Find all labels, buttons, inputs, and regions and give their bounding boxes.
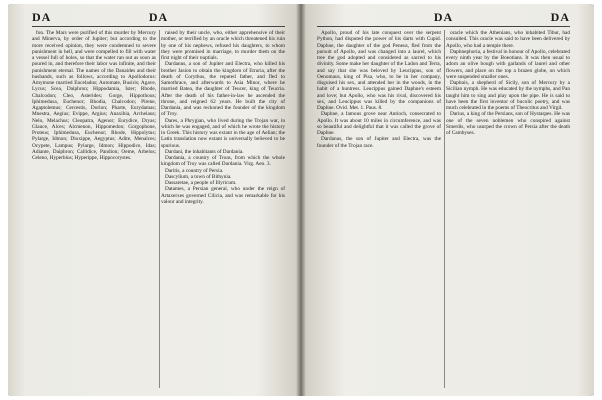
- right-column-2: [446, 30, 570, 388]
- dictionary-entry: Dascylium, a town of Bithynia.: [165, 173, 232, 180]
- dictionary-entry: Dassaretae, a people of Illyricum.: [165, 180, 237, 186]
- dictionary-entry: Dardani, the inhabitants of Dardania.: [165, 148, 244, 155]
- dictionary-entry: oracle which the Athenians, who inhabited Tibur, had consulted. This oracle was said to have been delivered by Apollo, who had a temple there.: [446, 30, 570, 49]
- book-spine-shadow: [296, 4, 306, 396]
- right-column-1: [317, 30, 441, 388]
- right-columns: [317, 30, 570, 388]
- dictionary-entry: Daphne, a famous grove near Antioch, consecrated to Apollo. It was about 10 miles in circumference, and was so beautiful and delightful that it was called the grove of Daphne.: [317, 111, 441, 136]
- left-column-2: [161, 30, 285, 388]
- dictionary-entry: fon. The Mars were purified of this murder by Mercury and Minerva, by order of Jupiter; but according to the more received opinion, they were condemned to severe punishment in hell, and were compelled to fill with water a vessel full of holes, so that the water ran out as soon as poured in, and therefore their labor was infinite, and their punishment eternal. The names of the Danaides and their husbands, such as follows, according to Apollodorus: Amymone married Enceladus; Automate, Busiris; Agave, Lycus; Scea, Daiphron; Hippodamia, Ister; Rhode, Chalcodon; Cleo, Asterides; Gorge, Hippothous; Iphimedusa, Euchenor; Rhodia, Chalcodon; Pirene, Agaptolemus; Cercestis, Dorion; Pharte, Eurydamas; Mnestra, Aegius; Evippe, Argius; Anaxibia, Archelaus; Nelo, Melachus; Cleopatra, Agenor; Eurydice, Dryas; Glauce, Alces; Alcmenon, Hippomedon; Gorgophone, Proteus; Iphimedusa, Euchenor; Rhode, Hippolytus; Pylarge, Idmon; Dioxippe, Aegyptus; Adite, Menalces; Ocypete, Lampus; Pylarge, Idmon; Hippodice, Idas; Adiante, Daiphron; Callidice, Pandion; Oeme, Arbelus; Celeno, Hyperbius; Hyperippe, Hippocorystes.: [32, 30, 156, 161]
- left-column-1: [32, 30, 156, 388]
- dictionary-entry: Darius, a king of the Persians, son of Hystaspes. He was one of the seven noblemen who conspired against Smerdis, who usurped the crown of Persia after the death of Cambyses.: [446, 111, 570, 136]
- dictionary-entry: Dares, a Phrygian, who lived during the Trojan war, in which he was engaged, and of which he wrote the history in Greek. This history was extant in the age of Aelian; the Latin translation now extant is universally believed to be spurious.: [161, 117, 285, 149]
- dictionary-entry: Daphnis, a shepherd of Sicily, son of Mercury by a Sicilian nymph. He was educated by the nymphs, and Pan taught him to sing and play upon the pipe. He is said to have been the first inventor of bucolic poetry, and was much celebrated in the poems of Theocritus and Virgil.: [446, 80, 570, 111]
- dictionary-entry: raised by their uncle, who, either apprehensive of their mother, or terrified by an oracle which threatened his ruin by one of his nephews, refused his daughters, to whom they were promised in marriage, to murder them on the first night of their nuptials.: [161, 30, 285, 61]
- right-header-center: DA: [433, 10, 454, 24]
- dictionary-entry: Dardanus, the son of Jupiter and Electra, was the founder of the Trojan race.: [317, 136, 441, 149]
- right-header-right: DA: [550, 10, 570, 24]
- dictionary-entry: Apollo, proud of his late conquest over the serpent Python, had disputed the power of his darts with Cupid. Daphne, the daughter of the god Peneus, fled from the pursuit of Apollo, and was changed into a laurel, which tree the god adopted and considered as sacred to his divinity. Some make her daughter of the Ladon and Terra, and say that she was beloved by Leucippus, son of Oenomaus, king of Pisa, who, to be in her company, disguised his sex, and attended her in the woods, in the habit of a huntress. Leucippus gained Daphne's esteem and love; but Apollo, who was his rival, discovered his sex, and Leucippus was killed by the companions of Daphne. Ovid. Met. 1. Paus. 8.: [317, 30, 441, 111]
- left-page: [8, 4, 301, 396]
- left-header-rule: [32, 26, 285, 27]
- right-running-header: [317, 10, 570, 24]
- left-header-left: DA: [32, 10, 52, 24]
- column-divider: [159, 30, 160, 388]
- dictionary-entry: Datames, a Persian general, who under the reign of Artaxerxes governed Cilicia, and was remarkable for his valour and integrity.: [161, 186, 285, 205]
- column-divider: [444, 30, 445, 388]
- right-header-rule: [317, 26, 570, 27]
- left-header-center: DA: [148, 10, 169, 24]
- open-book: [8, 4, 594, 396]
- right-page: [301, 4, 594, 396]
- dictionary-entry: Dardanus, a son of Jupiter and Electra, who killed his brother Jasion to obtain the kingdom of Etruria, after the death of Corythus, the reputed father, and fled to Samothrace, and afterwards to Asia Minor, where he married Batea, the daughter of Teucer, king of Teucria. After the death of his father-in-law he ascended the throne, and reigned 62 years. He built the city of Dardania, and was reckoned the founder of the kingdom of Troy.: [161, 61, 285, 118]
- dictionary-entry: Dardania, a country of Troas, from which the whole kingdom of Troy was called Dardania. Virg. Aen. 3.: [161, 155, 285, 168]
- left-running-header: [32, 10, 285, 24]
- dictionary-entry: Daphnephoria, a festival in honour of Apollo, celebrated every ninth year by the Boeotians. It was then usual to adorn an olive bough with garlands of laurel and other flowers, and place on the top a brazen globe, on which were suspended smaller ones.: [446, 48, 570, 80]
- dictionary-entry: Daritis, a country of Persia.: [165, 167, 224, 174]
- left-columns: [32, 30, 285, 388]
